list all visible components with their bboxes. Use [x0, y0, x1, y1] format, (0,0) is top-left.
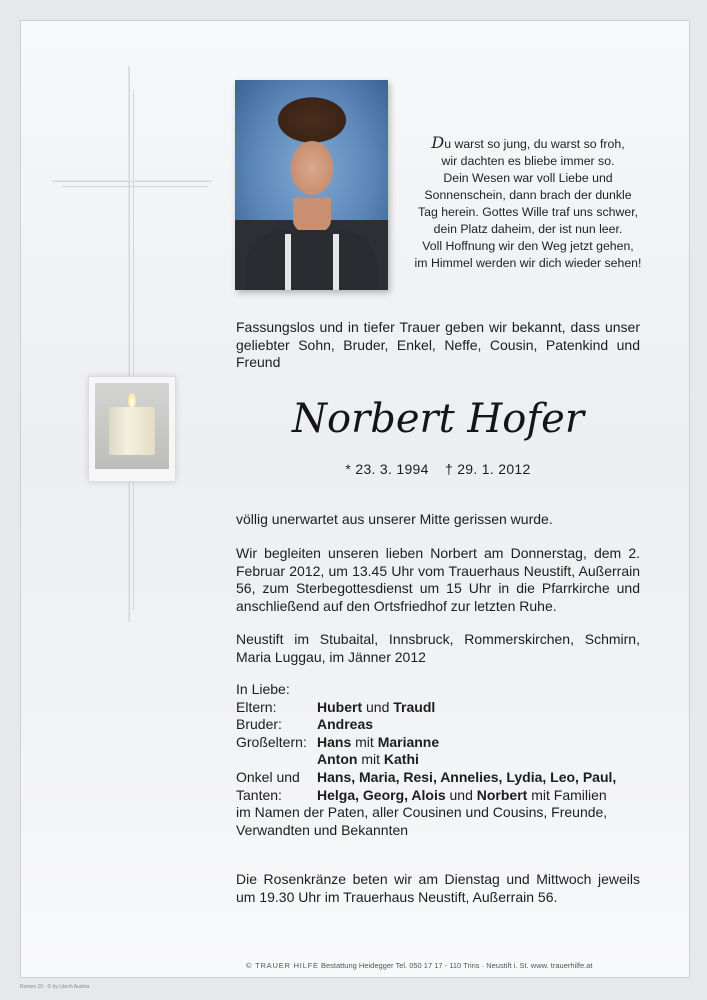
- family-label-empty: [236, 751, 317, 769]
- names-onkel: Hans, Maria, Resi, Annelies, Lydia, Leo, Paul,: [317, 768, 617, 785]
- print-credit: Romen 10 · © by Litech Austria: [20, 984, 90, 990]
- cross-vertical: [128, 66, 130, 622]
- photo-hoodie: [245, 230, 378, 290]
- names-tanten: Helga, Georg, Alois: [317, 786, 446, 803]
- funeral-text: Wir begleiten unseren lieben Norbert am Donnerstag, dem 2. Februar 2012, um 13.45 Uhr vom Trauerhaus Neustift, Außerrain 56, zum Sterbegottesdienst um 15 Uhr in die Pfarrkirche und anschließend auf den Ortsfriedhof zur letzten Ruhe.: [236, 545, 640, 614]
- poem-initial: D: [431, 133, 445, 152]
- name-anton: Anton: [317, 751, 358, 768]
- family-row-onkel: [236, 769, 646, 787]
- cross-horizontal-shadow: [62, 186, 208, 187]
- family-label: Onkel und: [236, 768, 300, 785]
- mit-familien: mit Familien: [527, 786, 607, 803]
- deceased-name: Norbert Hofer: [292, 396, 584, 442]
- footer: [246, 961, 666, 970]
- photo-neck: [293, 198, 331, 232]
- name-traudl: Traudl: [393, 698, 436, 715]
- name-kathi: Kathi: [383, 751, 419, 768]
- family-row-tanten: [236, 787, 646, 805]
- family-rest: im Namen der Paten, aller Cousinen und Cousins, Freunde, Verwandten und Bekannten: [236, 804, 608, 838]
- conj: mit: [351, 733, 378, 750]
- family-names: [317, 699, 435, 717]
- memorial-poem: [412, 134, 644, 272]
- family-label: Großeltern:: [236, 733, 307, 750]
- family-list: [236, 681, 646, 839]
- family-names: [317, 751, 419, 769]
- family-row-grosseltern-2: [236, 751, 646, 769]
- life-dates: [236, 461, 640, 477]
- birth-date: * 23. 3. 1994: [345, 461, 429, 477]
- family-row-eltern: [236, 699, 646, 717]
- rosary-text: Die Rosenkränze beten wir am Dienstag und Mittwoch jeweils um 19.30 Uhr im Trauerhaus Neustift, Außerrain 56.: [236, 871, 640, 905]
- candle-flame-icon: [128, 393, 136, 407]
- family-label: Bruder:: [236, 716, 282, 733]
- footer-brand: © TRAUER HILFE: [246, 961, 319, 970]
- name-hans: Hans: [317, 733, 352, 750]
- family-label: Tanten:: [236, 786, 282, 803]
- candle-picture: [88, 376, 176, 482]
- candle-icon: [109, 407, 155, 455]
- name-andreas: Andreas: [317, 716, 374, 733]
- death-date: † 29. 1. 2012: [444, 461, 531, 477]
- footer-info: Bestattung Heidegger Tel. 050 17 17 - 110 Trins · Neustift i. St. www. trauerhilfe.at: [320, 961, 593, 970]
- poem-text: u warst so jung, du warst so froh, wir dachten es bliebe immer so. Dein Wesen war voll Liebe und Sonnenschein, dann brach der dunkle Tag herein. Gottes Wille traf uns schwer, dein Platz daheim, der ist nun leer. Voll Hoffnung wir den Weg jetzt gehen, im Himmel werden wir dich wieder sehen!: [414, 137, 642, 270]
- name-norbert: Norbert: [476, 786, 528, 803]
- passed-text: völlig unerwartet aus unserer Mitte gerissen wurde.: [236, 511, 553, 527]
- family-names: [317, 734, 439, 752]
- name-marianne: Marianne: [377, 733, 440, 750]
- intro-text: Fassungslos und in tiefer Trauer geben wir bekannt, dass unser geliebter Sohn, Bruder, Enkel, Neffe, Cousin, Patenkind und Freund: [236, 319, 640, 370]
- cross-vertical-shadow: [133, 90, 134, 610]
- name-hubert: Hubert: [317, 698, 363, 715]
- family-label: Eltern:: [236, 698, 277, 715]
- places-text: Neustift im Stubaital, Innsbruck, Rommerskirchen, Schmirn, Maria Luggau, im Jänner 2012: [236, 631, 640, 665]
- cross-horizontal: [52, 180, 212, 182]
- family-names: [317, 787, 607, 805]
- family-heading: In Liebe:: [236, 681, 290, 697]
- conj: und: [362, 698, 394, 715]
- conj: mit: [357, 751, 384, 768]
- portrait-photo: [235, 80, 388, 290]
- family-row-grosseltern: [236, 734, 646, 752]
- family-row-bruder: [236, 716, 646, 734]
- conj: und: [445, 786, 477, 803]
